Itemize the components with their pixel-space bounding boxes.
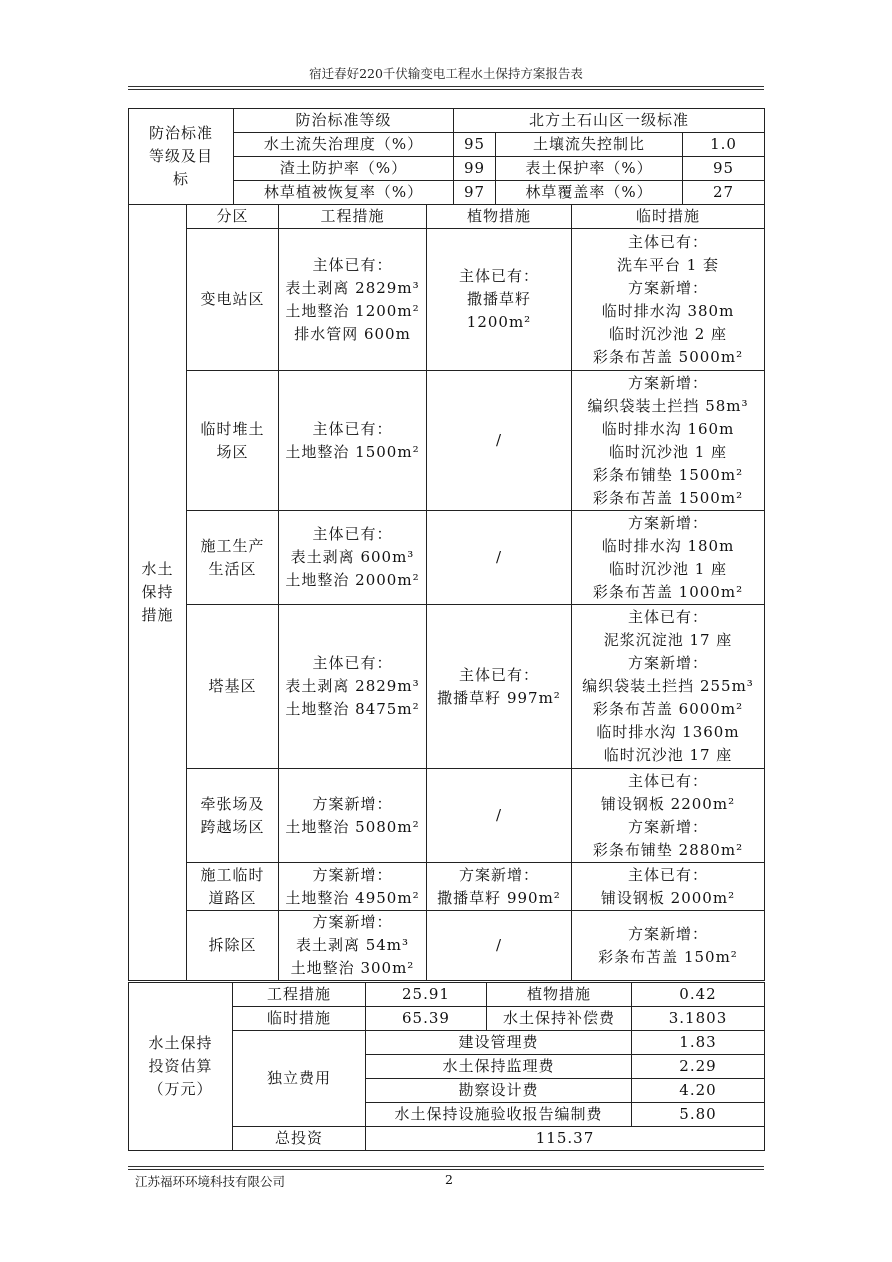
zone-name	[187, 511, 279, 605]
zone-name	[187, 863, 279, 911]
independent-item-label: 勘察设计费	[366, 1079, 632, 1103]
temporary-measures	[572, 511, 765, 605]
temporary-measures-line: 临时沉沙池 2 座	[608, 324, 728, 343]
engineering-cost-value: 25.91	[366, 983, 487, 1007]
vegetation-measures-line: /	[495, 548, 503, 566]
temporary-measures-line: 临时排水沟 180m	[601, 536, 735, 555]
header-rule	[128, 89, 764, 90]
target-value: 95	[454, 133, 496, 157]
independent-item-value: 5.80	[632, 1103, 765, 1127]
temporary-measures	[572, 863, 765, 911]
engineering-measures	[279, 605, 427, 769]
temporary-measures-line: 彩条布铺垫 1500m²	[592, 465, 744, 484]
zone-name-line: 道路区	[208, 888, 257, 907]
compensation-fee-value: 3.1803	[632, 1007, 765, 1031]
temporary-measures-line: 彩条布苫盖 150m²	[598, 947, 738, 966]
engineering-measures-line: 表土剥离 2829m³	[285, 278, 420, 297]
temporary-measures-line: 编织袋装土拦挡 255m³	[582, 677, 754, 695]
engineering-measures-line: 土地整治 1200m²	[285, 301, 420, 320]
temporary-cost-label: 临时措施	[233, 1007, 366, 1031]
zone-name	[187, 911, 279, 981]
vegetation-measures-line: 方案新增：	[458, 865, 539, 884]
zone-name-line: 牵张场及	[200, 794, 265, 813]
engineering-measures	[279, 511, 427, 605]
independent-item-label: 水土保持设施验收报告编制费	[366, 1103, 632, 1127]
vegetation-measures	[427, 769, 572, 863]
zone-name	[187, 605, 279, 769]
zone-header: 分区	[187, 205, 279, 229]
vegetation-measures	[427, 911, 572, 981]
temporary-measures	[572, 605, 765, 769]
vegetation-header: 植物措施	[427, 205, 572, 229]
zone-name-line: 生活区	[208, 559, 257, 578]
temporary-measures-line: 方案新增：	[627, 513, 708, 532]
measures-section-label: 水土 保持 措施	[129, 205, 187, 981]
engineering-measures-line: 方案新增：	[312, 794, 393, 813]
zone-name-line: 跨越场区	[200, 817, 265, 836]
footer-rule	[128, 1166, 764, 1167]
total-investment-value: 115.37	[366, 1127, 765, 1151]
engineering-header: 工程措施	[279, 205, 427, 229]
temporary-measures-line: 方案新增：	[627, 924, 708, 943]
target-label: 水土流失治理度（%）	[234, 133, 454, 157]
zone-name-line: 临时堆土	[200, 419, 265, 438]
page-number: 2	[445, 1172, 453, 1187]
temporary-measures-line: 编织袋装土拦挡 58m³	[587, 396, 749, 415]
engineering-measures-line: 主体已有：	[312, 255, 393, 274]
engineering-measures	[279, 769, 427, 863]
temporary-measures-line: 彩条布苫盖 1500m²	[592, 488, 744, 507]
temporary-measures-line: 主体已有：	[627, 232, 708, 251]
target-value: 99	[454, 157, 496, 181]
independent-cost-label: 独立费用	[233, 1031, 366, 1127]
temporary-measures-line: 方案新增：	[627, 817, 708, 836]
zone-name	[187, 769, 279, 863]
temporary-measures-line: 临时沉沙池 1 座	[608, 559, 728, 578]
temporary-measures	[572, 769, 765, 863]
header-rule	[128, 86, 764, 87]
temporary-measures-line: 彩条布苫盖 6000m²	[592, 700, 744, 718]
engineering-measures-line: 土地整治 1500m²	[285, 442, 420, 461]
compensation-fee-label: 水土保持补偿费	[487, 1007, 632, 1031]
independent-item-value: 2.29	[632, 1055, 765, 1079]
target-label: 林草植被恢复率（%）	[234, 181, 454, 205]
temporary-measures-line: 方案新增：	[627, 373, 708, 392]
temporary-measures-line: 彩条布苫盖 5000m²	[592, 347, 744, 366]
engineering-measures-line: 土地整治 8475m²	[285, 700, 420, 718]
temporary-measures-line: 临时排水沟 160m	[601, 419, 735, 438]
temporary-measures-line: 方案新增：	[627, 278, 708, 297]
target-label: 表土保护率（%）	[496, 157, 683, 181]
temporary-measures-line: 临时沉沙池 17 座	[603, 746, 733, 764]
vegetation-measures	[427, 229, 572, 371]
engineering-measures	[279, 229, 427, 371]
vegetation-measures	[427, 605, 572, 769]
vegetation-measures-line: /	[495, 806, 503, 824]
zone-name-line: 施工生产	[200, 536, 265, 555]
target-value: 27	[683, 181, 765, 205]
target-value: 97	[454, 181, 496, 205]
target-value: 95	[683, 157, 765, 181]
temporary-measures	[572, 371, 765, 511]
vegetation-cost-value: 0.42	[632, 983, 765, 1007]
temporary-measures-line: 主体已有：	[627, 608, 708, 626]
zone-name-line: 场区	[216, 442, 249, 461]
grade-value: 北方土石山区一级标准	[454, 109, 765, 133]
zone-name-line: 施工临时	[200, 865, 265, 884]
engineering-cost-label: 工程措施	[233, 983, 366, 1007]
engineering-measures-line: 表土剥离 54m³	[295, 936, 410, 954]
engineering-measures-line: 土地整治 300m²	[290, 959, 415, 977]
investment-table	[128, 982, 765, 1151]
standards-section-label: 防治标准 等级及目 标	[129, 109, 234, 205]
temporary-measures-line: 洗车平台 1 套	[616, 255, 720, 274]
standards-table	[128, 108, 765, 205]
vegetation-measures-line: 撒播草籽 997m²	[437, 688, 561, 707]
engineering-measures	[279, 863, 427, 911]
temporary-measures-line: 主体已有：	[627, 771, 708, 790]
vegetation-measures	[427, 863, 572, 911]
engineering-measures-line: 土地整治 2000m²	[285, 571, 420, 589]
vegetation-measures-line: /	[495, 431, 503, 449]
grade-label: 防治标准等级	[234, 109, 454, 133]
independent-item-value: 4.20	[632, 1079, 765, 1103]
temporary-measures-line: 临时沉沙池 1 座	[608, 442, 728, 461]
engineering-measures-line: 主体已有：	[312, 419, 393, 438]
temporary-cost-value: 65.39	[366, 1007, 487, 1031]
temporary-measures-line: 彩条布铺垫 2880m²	[592, 840, 744, 859]
investment-section-label: 水土保持 投资估算 （万元）	[129, 983, 233, 1151]
temporary-measures	[572, 229, 765, 371]
engineering-measures	[279, 371, 427, 511]
vegetation-measures-line: 主体已有：	[458, 267, 539, 285]
zone-name	[187, 371, 279, 511]
temporary-measures-line: 临时排水沟 380m	[601, 301, 735, 320]
zone-name-line: 塔基区	[208, 677, 257, 695]
engineering-measures-line: 主体已有：	[312, 525, 393, 543]
engineering-measures-line: 土地整治 5080m²	[285, 817, 420, 836]
engineering-measures-line: 方案新增：	[312, 865, 393, 884]
engineering-measures-line: 表土剥离 2829m³	[285, 677, 420, 695]
temporary-header: 临时措施	[572, 205, 765, 229]
measures-table	[128, 204, 765, 981]
engineering-measures-line: 主体已有：	[312, 654, 393, 672]
engineering-measures-line: 表土剥离 600m³	[290, 548, 415, 566]
independent-item-label: 建设管理费	[366, 1031, 632, 1055]
total-investment-label: 总投资	[233, 1127, 366, 1151]
vegetation-measures	[427, 371, 572, 511]
target-label: 土壤流失控制比	[496, 133, 683, 157]
zone-name-line: 变电站区	[200, 290, 265, 308]
engineering-measures	[279, 911, 427, 981]
independent-item-label: 水土保持监理费	[366, 1055, 632, 1079]
independent-item-value: 1.83	[632, 1031, 765, 1055]
footer-rule	[128, 1169, 764, 1170]
temporary-measures-line: 方案新增：	[627, 654, 708, 672]
engineering-measures-line: 方案新增：	[312, 913, 393, 931]
temporary-measures-line: 主体已有：	[627, 865, 708, 884]
vegetation-measures-line: /	[495, 936, 503, 954]
target-label: 林草覆盖率（%）	[496, 181, 683, 205]
target-value: 1.0	[683, 133, 765, 157]
target-label: 渣土防护率（%）	[234, 157, 454, 181]
zone-name	[187, 229, 279, 371]
page-header-title: 宿迁春好220千伏输变电工程水土保持方案报告表	[309, 66, 583, 81]
temporary-measures-line: 铺设钢板 2000m²	[600, 888, 736, 907]
temporary-measures-line: 泥浆沉淀池 17 座	[603, 631, 733, 649]
vegetation-cost-label: 植物措施	[487, 983, 632, 1007]
engineering-measures-line: 排水管网 600m	[294, 324, 411, 343]
zone-name-line: 拆除区	[208, 936, 257, 954]
vegetation-measures-line: 撒播草籽	[466, 290, 531, 308]
temporary-measures-line: 铺设钢板 2200m²	[600, 794, 736, 813]
engineering-measures-line: 土地整治 4950m²	[285, 888, 420, 907]
temporary-measures-line: 临时排水沟 1360m	[596, 723, 740, 741]
temporary-measures	[572, 911, 765, 981]
vegetation-measures-line: 撒播草籽 990m²	[437, 888, 561, 907]
vegetation-measures-line: 主体已有：	[458, 665, 539, 684]
temporary-measures-line: 彩条布苫盖 1000m²	[592, 582, 744, 601]
vegetation-measures	[427, 511, 572, 605]
footer-company: 江苏福环环境科技有限公司	[135, 1174, 286, 1189]
vegetation-measures-line: 1200m²	[466, 313, 532, 331]
